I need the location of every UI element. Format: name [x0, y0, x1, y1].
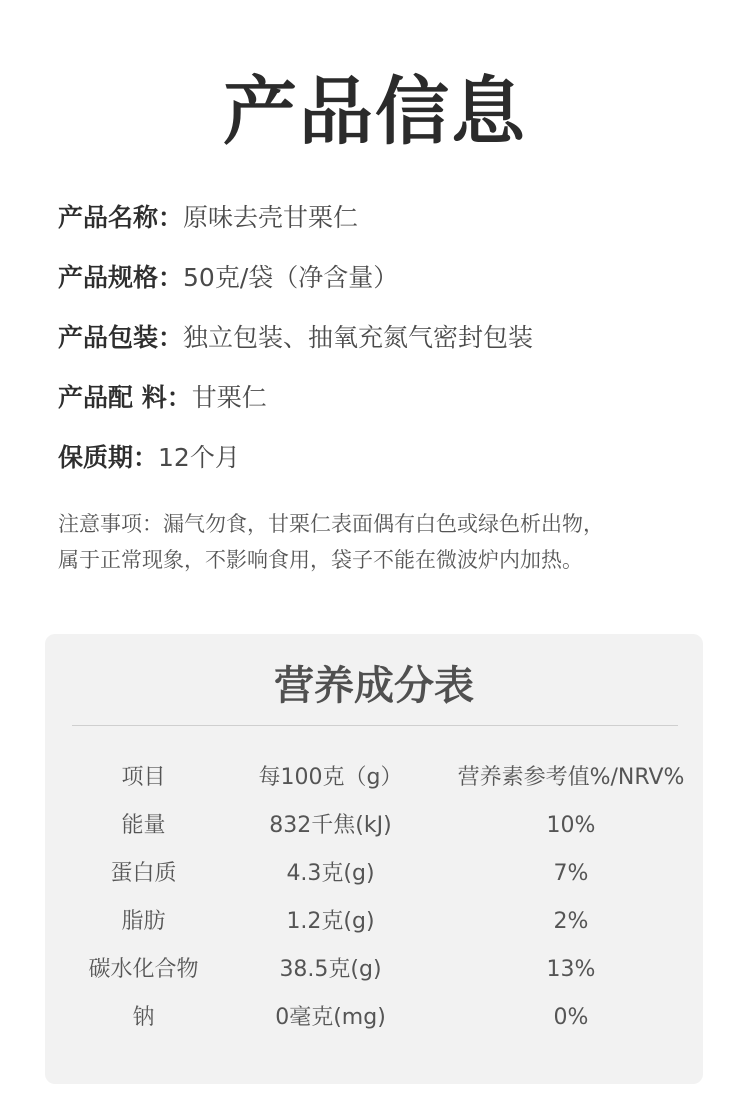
- info-row-spec: [58, 258, 398, 298]
- divider: [72, 725, 678, 726]
- nutrition-panel: [45, 634, 703, 1084]
- nutrient-name: 碳水化合物: [88, 957, 199, 982]
- nutrient-nrv: 7%: [553, 861, 589, 886]
- info-label: 产品包装：: [58, 323, 184, 352]
- table-row: [45, 898, 703, 946]
- nutrient-nrv: 0%: [553, 1005, 589, 1030]
- notice-text: [58, 506, 698, 578]
- nutrient-amount: 832千焦(kJ): [269, 813, 392, 838]
- page-title: 产品信息: [223, 69, 527, 155]
- nutrient-amount: 1.2克(g): [286, 909, 375, 934]
- info-value: 独立包装、抽氧充氮气密封包装: [183, 323, 534, 352]
- info-row-shelf-life: [58, 438, 240, 478]
- nutrient-name: 脂肪: [121, 909, 166, 934]
- notice-line: 注意事项：漏气勿食，甘栗仁表面偶有白色或绿色析出物，: [58, 512, 604, 536]
- info-label: 产品规格：: [58, 263, 184, 292]
- nutrition-title: 营养成分表: [274, 663, 474, 709]
- nutrient-amount: 4.3克(g): [286, 861, 375, 886]
- nutrient-nrv: 13%: [546, 957, 596, 982]
- nutrition-header-row: [45, 754, 703, 802]
- nutrient-amount: 38.5克(g): [279, 957, 382, 982]
- table-row: [45, 994, 703, 1042]
- info-row-packaging: [58, 318, 533, 358]
- nutrient-name: 钠: [132, 1005, 155, 1030]
- table-row: [45, 850, 703, 898]
- info-row-ingredients: [58, 378, 267, 418]
- nutrient-name: 能量: [121, 813, 166, 838]
- nutrient-nrv: 10%: [546, 813, 596, 838]
- header-nrv: 营养素参考值%/NRV%: [457, 765, 685, 790]
- info-row-name: [58, 198, 358, 238]
- nutrient-amount: 0毫克(mg): [275, 1005, 386, 1030]
- info-label: 产品名称：: [58, 203, 184, 232]
- info-value: 12个月: [158, 443, 240, 472]
- header-per100g: 每100克（g）: [258, 765, 403, 790]
- info-value: 甘栗仁: [191, 383, 267, 412]
- table-row: [45, 802, 703, 850]
- info-label: 保质期：: [58, 443, 159, 472]
- info-value: 50克/袋（净含量）: [183, 263, 399, 292]
- notice-line: 属于正常现象，不影响食用，袋子不能在微波炉内加热。: [58, 548, 583, 572]
- nutrient-nrv: 2%: [553, 909, 589, 934]
- info-label: 产品配 料：: [58, 383, 192, 412]
- table-row: [45, 946, 703, 994]
- nutrient-name: 蛋白质: [110, 861, 177, 886]
- header-item: 项目: [121, 765, 166, 790]
- info-value: 原味去壳甘栗仁: [183, 203, 359, 232]
